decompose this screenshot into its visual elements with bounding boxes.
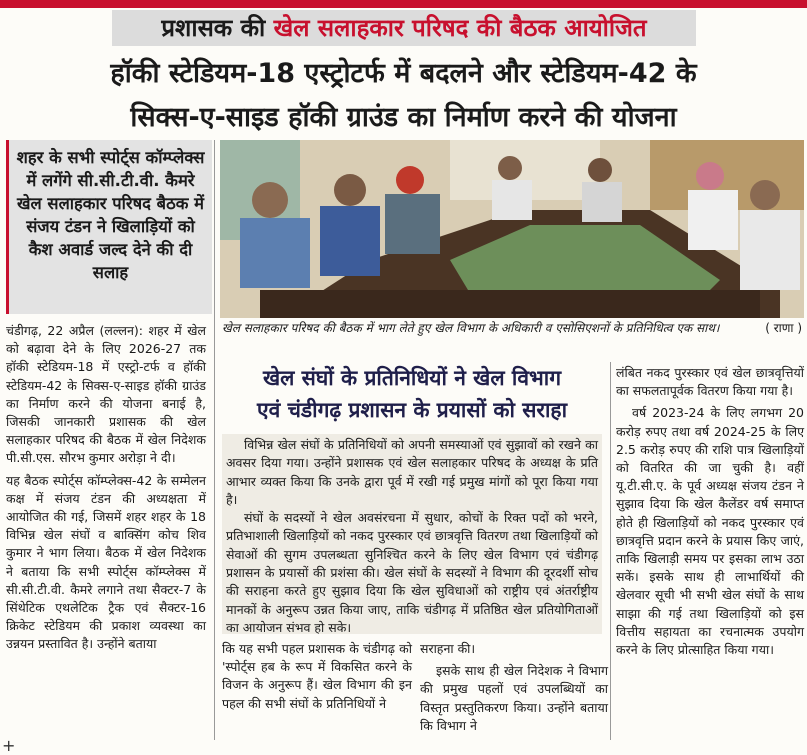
hl-paragraph-1: विभिन्न खेल संघों के प्रतिनिधियों को अपनी समस्याओं एवं सुझावों को रखने का अवसर दिया गया। उन्होंने प्रशासक एवं खेल सलाहकार परिषद के अध्यक्ष के प्रति आभार व्यक्त किया कि उनके द्वारा पूर्व में रखी गई प्रमुख मांगों को पूरा किया गया है। (226, 437, 598, 507)
meeting-photo-illustration (220, 140, 804, 318)
highlighted-text-block (222, 434, 602, 634)
column-divider (214, 140, 215, 740)
hl-paragraph-2: संघों के सदस्यों ने खेल अवसंरचना में सुधार, कोचों के रिक्त पदों को भरने, प्रतिभाशाली खिलाड़ियों को नकद पुरस्कार एवं छात्रवृत्ति वितरण तथा खिलाड़ियों को सेवाओं की सुगम उपलब्धता सुनिश्चित करने के लिए खेल विभाग एवं चंडीगढ़ प्रशासन के प्रयासों की प्रशंसा की। खेल संघों के सदस्यों ने विभाग की दूरदर्शी सोच की सराहना करते हुए सुझाव दिया कि खेल सुविधाओं को राष्ट्रीय एवं अंतर्राष्ट्रीय मानकों के अनुरूप उन्नत किया जाए, ताकि चंडीगढ़ में प्रतिष्ठित खेल प्रतियोगिताओं का आयोजन संभव हो सके। (226, 510, 598, 635)
subhead-line-2: एवं चंडीगढ़ प्रशासन के प्रयासों को सराहा (256, 398, 568, 422)
article-column-1 (6, 322, 206, 658)
col4-paragraph: कि यह सभी पहल प्रशासक के चंडीगढ़ को 'स्पोर्ट्स हब के रूप में विकसित करने के विजन के अनुरूप हैं। खेल विभाग की इन पहल की सभी संघों के प्रतिनिधियों ने (222, 641, 412, 711)
article-column-4 (222, 640, 412, 717)
subhead-line-1: खेल संघों के प्रतिनिधियों ने खेल विभाग (262, 366, 562, 390)
kicker-highlight: खेल सलाहकार परिषद की बैठक आयोजित (273, 14, 647, 42)
col1-paragraph-1: चंडीगढ़, 22 अप्रैल (लल्लन): शहर में खेल को बढ़ावा देने के लिए 2026-27 तक हॉकी स्टेडियम-18 में एस्ट्रो-टर्फ व हॉकी स्टेडियम-42 के सिक्स-ए-साइड हॉकी ग्राउंड का निर्माण करने की योजना बनाई है, जिसकी जानकारी प्रशासक की खेल सलाहकार परिषद की बैठक में खेल निदेशक पी.सी.एस. सौरभ कुमार अरोड़ा ने दी। (6, 323, 206, 466)
kicker-prefix: प्रशासक की (161, 14, 266, 42)
col5-paragraph-1: सराहना की। (420, 641, 476, 656)
photo-credit: ( राणा ) (765, 321, 802, 335)
crosshair-mark: + (2, 736, 16, 755)
article-column-5 (420, 640, 608, 739)
col3-paragraph-2: वर्ष 2023-24 के लिए लगभग 20 करोड़ रुपए तथा वर्ष 2024-25 के लिए 2.5 करोड़ रुपए की राशि पात्र खिलाड़ियों को वितरित की जा चुकी है। वहीं यू.टी.सी.ए. के पूर्व अध्यक्ष संजय टंडन ने सुझाव दिया कि खेल कैलेंडर वर्ष समाप्त होते ही खिलाड़ियों को नकद पुरस्कार एवं छात्रवृत्ति प्रदान करने के प्रयास किए जाएं, ताकि खिलाड़ी समय पर इसका लाभ उठा सकें। इसके साथ ही लाभार्थियों की खेलवार सूची भी सभी खेल संघों के साथ साझा की गई तथा खिलाड़ियों को इस वित्तीय सहायता का रचनात्मक उपयोग करने के लिए प्रोत्साहित किया गया। (616, 405, 804, 658)
meeting-photo (220, 140, 804, 318)
headline-line-1: हॉकी स्टेडियम-18 एस्ट्रोटर्फ में बदलने और स्टेडियम-42 के (110, 58, 697, 89)
col1-paragraph-2: यह बैठक स्पोर्ट्स कॉम्प्लेक्स-42 के सम्मेलन कक्ष में संजय टंडन की अध्यक्षता में आयोजित की गई, जिसमें शहर शहर के 18 विभिन्न खेल संघों व बाक्सिंग कोच शिव कुमार ने भाग लिया। बैठक में खेल निदेशक ने बताया कि सभी स्पोर्ट्स कॉम्प्लेक्स में सी.सी.टी.वी. कैमरे लगाने तथा सैक्टर-7 के सिंथेटिक एथलेटिक ट्रैक एवं सैक्टर-16 क्रिकेट स्टेडियम की प्रकाश व्यवस्था का उन्नयन प्रस्तावित है। उन्होंने बताया (6, 472, 206, 652)
kicker-strap (112, 10, 696, 46)
top-accent-bar (0, 0, 807, 8)
main-headline (0, 52, 807, 140)
col3-paragraph-1: लंबित नकद पुरस्कार एवं खेल छात्रवृत्तियों का सफलतापूर्वक वितरण किया गया है। (616, 365, 804, 399)
sub-headline (220, 362, 604, 434)
column-divider-right (610, 362, 611, 740)
caption-text: खेल सलाहकार परिषद की बैठक में भाग लेते हुए खेल विभाग के अधिकारी व एसोसिएशनों के प्रतिनिधित्व एक साथ। (222, 321, 720, 335)
highlight-box: शहर के सभी स्पोर्ट्स कॉम्प्लेक्स में लगेंगे सी.सी.टी.वी. कैमरे खेल सलाहकार परिषद बैठक में संजय टंडन ने खिलाड़ियों को कैश अवार्ड जल्द देने की दी सलाह (6, 140, 212, 314)
headline-line-2: सिक्स-ए-साइड हॉकी ग्राउंड का निर्माण करने की योजना (130, 102, 677, 133)
article-column-3 (616, 364, 804, 663)
photo-caption (222, 320, 802, 337)
col5-paragraph-2: इसके साथ ही खेल निदेशक ने विभाग की प्रमुख पहलों एवं उपलब्धियों का विस्तृत प्रस्तुतिकरण किया। उन्होंने बताया कि विभाग ने (420, 663, 608, 733)
